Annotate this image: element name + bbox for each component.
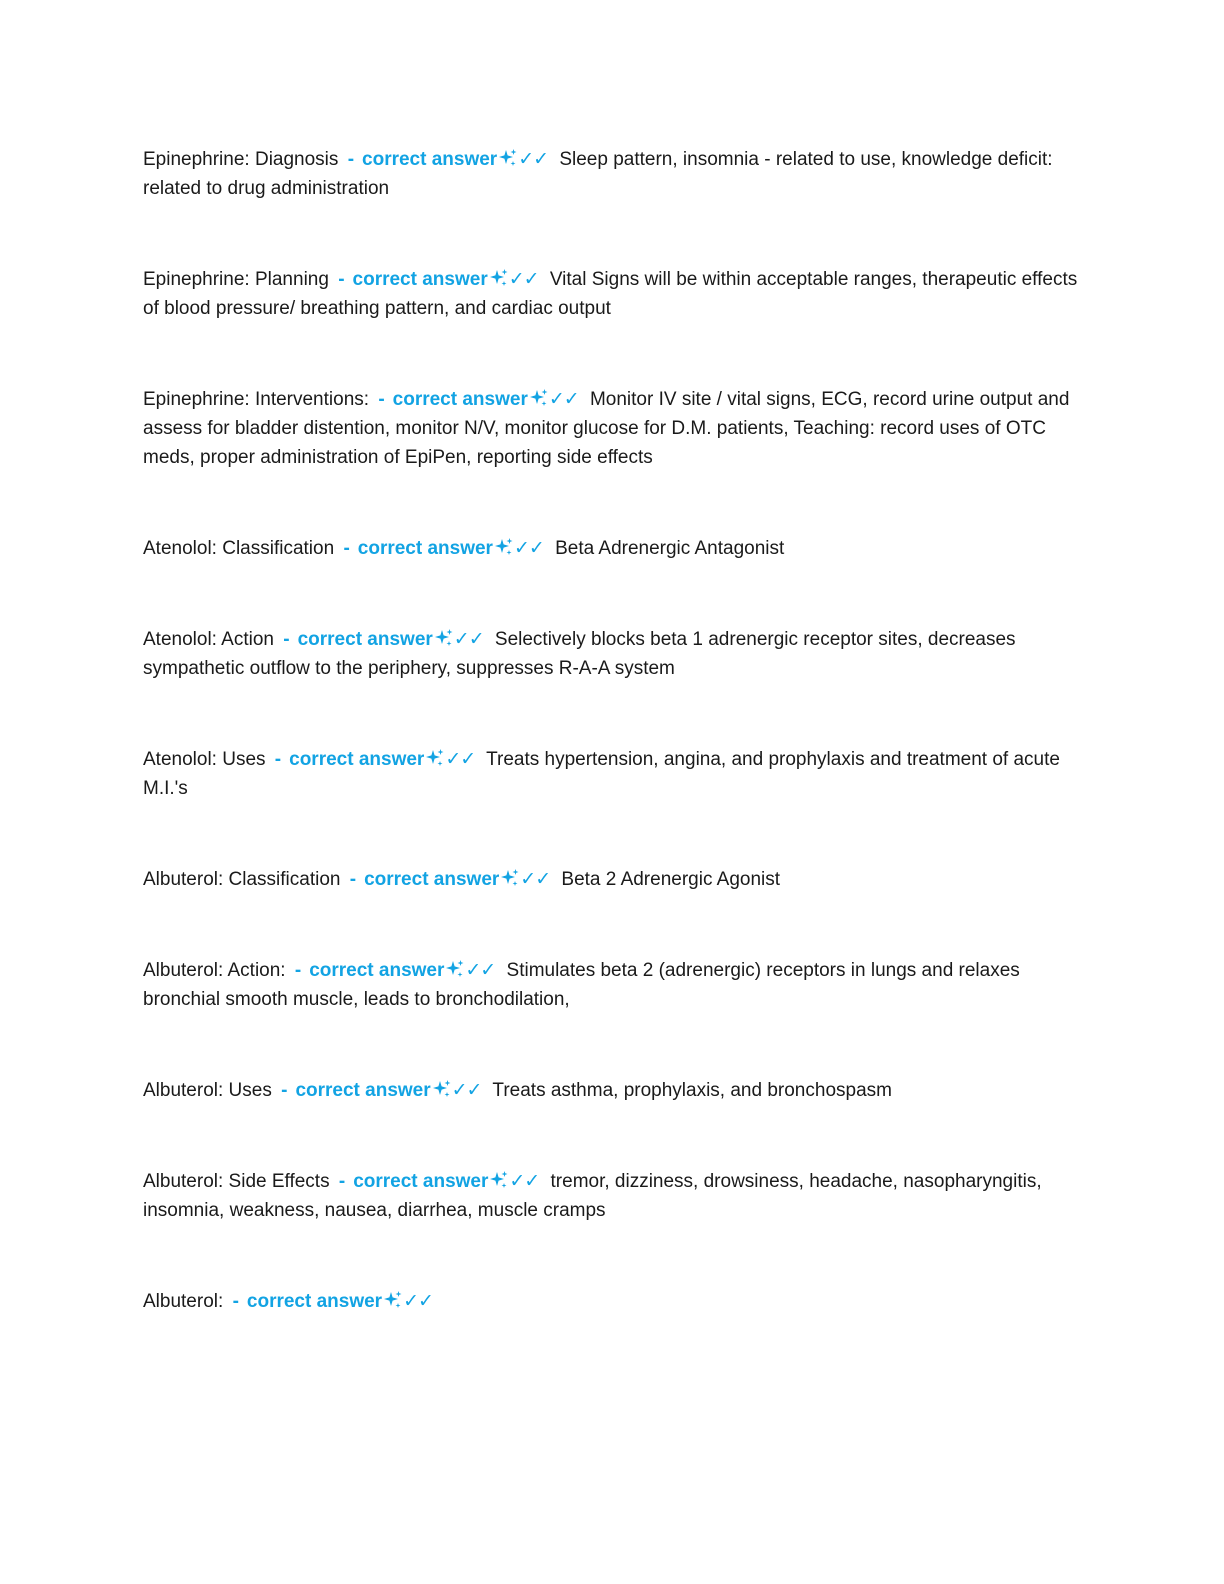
answer-label: correct answer: [289, 749, 425, 770]
flashcard-definition: Vital Signs will be within acceptable ranges, therapeutic effects of blood pressure/ breathing pattern, and cardiac output: [143, 269, 1078, 319]
sparkle-icon: [529, 388, 549, 408]
sparkle-icon: [425, 748, 445, 768]
sparkle-icon: [445, 959, 465, 979]
flashcard-term: Albuterol:: [143, 1291, 224, 1312]
answer-label: correct answer: [392, 389, 528, 410]
flashcard-term: Atenolol: Action: [143, 629, 274, 650]
check-marks: ✓✓: [451, 1080, 482, 1101]
check-marks: ✓✓: [445, 749, 476, 770]
flashcard-entry: [143, 865, 1078, 894]
answer-label: correct answer: [357, 538, 493, 559]
check-marks: ✓✓: [548, 389, 579, 410]
check-marks: ✓✓: [509, 1171, 540, 1192]
separator: -: [343, 538, 350, 559]
check-marks: ✓✓: [403, 1291, 433, 1312]
flashcard-definition: Selectively blocks beta 1 adrenergic receptor sites, decreases sympathetic outflow to the periphery, suppresses R-A-A system: [143, 629, 1016, 679]
check-marks: ✓✓: [508, 269, 539, 290]
flashcard-term: Epinephrine: Diagnosis: [143, 149, 339, 170]
check-marks: ✓✓: [465, 960, 496, 981]
flashcard-term: Epinephrine: Interventions:: [143, 389, 370, 410]
flashcard-definition: Beta Adrenergic Antagonist: [555, 538, 785, 559]
sparkle-icon: [500, 868, 520, 888]
flashcard-entry: [143, 534, 1078, 563]
answer-label: correct answer: [362, 149, 498, 170]
flashcard-document: [143, 145, 1078, 1316]
check-marks: ✓✓: [520, 869, 551, 890]
answer-label: correct answer: [246, 1291, 383, 1312]
flashcard-term: Atenolol: Uses: [143, 749, 266, 770]
separator: -: [338, 1171, 346, 1192]
flashcard-definition: Treats asthma, prophylaxis, and bronchospasm: [492, 1080, 892, 1101]
answer-label: correct answer: [297, 629, 433, 650]
flashcard-definition: Treats hypertension, angina, and prophylaxis and treatment of acute M.I.'s: [143, 749, 1060, 799]
flashcard-entry: [143, 145, 1078, 203]
check-marks: ✓✓: [518, 149, 549, 170]
flashcard-term: Albuterol: Classification: [143, 869, 341, 890]
separator: -: [378, 389, 385, 410]
flashcard-term: Albuterol: Uses: [143, 1080, 272, 1101]
answer-label: correct answer: [364, 869, 500, 890]
flashcard-definition: Sleep pattern, insomnia - related to use, knowledge deficit: related to drug administration: [143, 149, 1053, 199]
answer-label: correct answer: [353, 1171, 489, 1192]
sparkle-icon: [498, 148, 518, 168]
flashcard-entry: [143, 1287, 1078, 1316]
sparkle-icon: [383, 1290, 403, 1310]
flashcard-definition: Monitor IV site / vital signs, ECG, record urine output and assess for bladder distention, monitor N/V, monitor glucose for D.M. patients, Teaching: record uses of OTC meds, proper administration of EpiPen, reporting side effects: [143, 389, 1070, 468]
answer-label: correct answer: [295, 1080, 431, 1101]
flashcard-term: Epinephrine: Planning: [143, 269, 329, 290]
separator: -: [347, 149, 355, 170]
check-marks: ✓✓: [513, 538, 544, 559]
separator: -: [338, 269, 345, 290]
flashcard-definition: tremor, dizziness, drowsiness, headache, nasopharyngitis, insomnia, weakness, nausea, diarrhea, muscle cramps: [143, 1171, 1042, 1221]
flashcard-definition: Stimulates beta 2 (adrenergic) receptors in lungs and relaxes bronchial smooth muscle, leads to bronchodilation,: [143, 960, 1020, 1010]
answer-label: correct answer: [309, 960, 445, 981]
flashcard-definition: Beta 2 Adrenergic Agonist: [561, 869, 781, 890]
flashcard-term: Atenolol: Classification: [143, 538, 335, 559]
sparkle-icon: [489, 268, 509, 288]
flashcard-entry: [143, 625, 1078, 683]
check-marks: ✓✓: [453, 629, 484, 650]
flashcard-term: Albuterol: Action:: [143, 960, 286, 981]
separator: -: [294, 960, 302, 981]
sparkle-icon: [489, 1170, 509, 1190]
sparkle-icon: [494, 537, 514, 557]
flashcard-entry: [143, 1167, 1078, 1225]
flashcard-entry: [143, 385, 1078, 472]
flashcard-entry: [143, 1076, 1078, 1105]
flashcard-entry: [143, 265, 1078, 323]
answer-label: correct answer: [352, 269, 488, 290]
flashcard-term: Albuterol: Side Effects: [143, 1171, 330, 1192]
flashcard-entry: [143, 745, 1078, 803]
separator: -: [349, 869, 357, 890]
separator: -: [274, 749, 282, 770]
separator: -: [232, 1291, 239, 1312]
separator: -: [283, 629, 290, 650]
sparkle-icon: [432, 1079, 452, 1099]
separator: -: [281, 1080, 288, 1101]
flashcard-entry: [143, 956, 1078, 1014]
sparkle-icon: [434, 628, 454, 648]
